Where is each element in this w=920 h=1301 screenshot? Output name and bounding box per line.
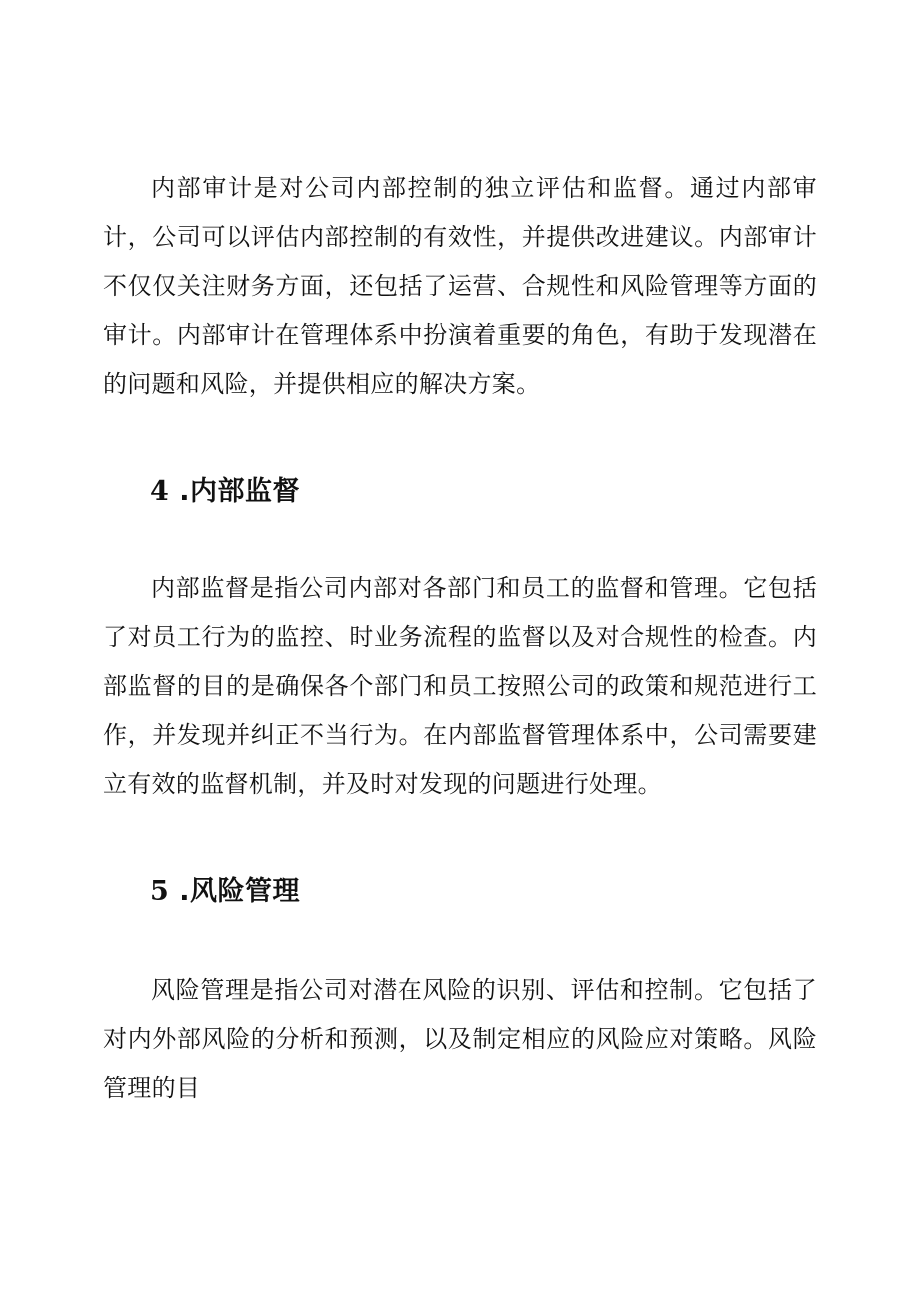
section-heading-internal-supervision xyxy=(150,474,300,510)
section-heading-risk-management xyxy=(150,874,300,910)
section-number: 4 xyxy=(150,476,170,507)
paragraph-risk-management: 风险管理是指公司对潜在风险的识别、评估和控制。它包括了对内外部风险的分析和预测，以及制定相应的风险应对策略。风险管理的目 xyxy=(103,976,817,1102)
paragraph-internal-audit: 内部审计是对公司内部控制的独立评估和监督。通过内部审计，公司可以评估内部控制的有效性，并提供改进建议。内部审计不仅仅关注财务方面，还包括了运营、合规性和风险管理等方面的审计。内部审计在管理体系中扮演着重要的角色，有助于发现潜在的问题和风险，并提供相应的解决方案。 xyxy=(103,174,817,398)
paragraph-internal-supervision: 内部监督是指公司内部对各部门和员工的监督和管理。它包括了对员工行为的监控、时业务流程的监督以及对合规性的检查。内部监督的目的是确保各个部门和员工按照公司的政策和规范进行工作，并发现并纠正不当行为。在内部监督管理体系中，公司需要建立有效的监督机制，并及时对发现的问题进行处理。 xyxy=(103,574,817,798)
section-title: .风险管理 xyxy=(179,876,301,907)
section-number: 5 xyxy=(150,876,170,907)
section-title: .内部监督 xyxy=(179,476,301,507)
